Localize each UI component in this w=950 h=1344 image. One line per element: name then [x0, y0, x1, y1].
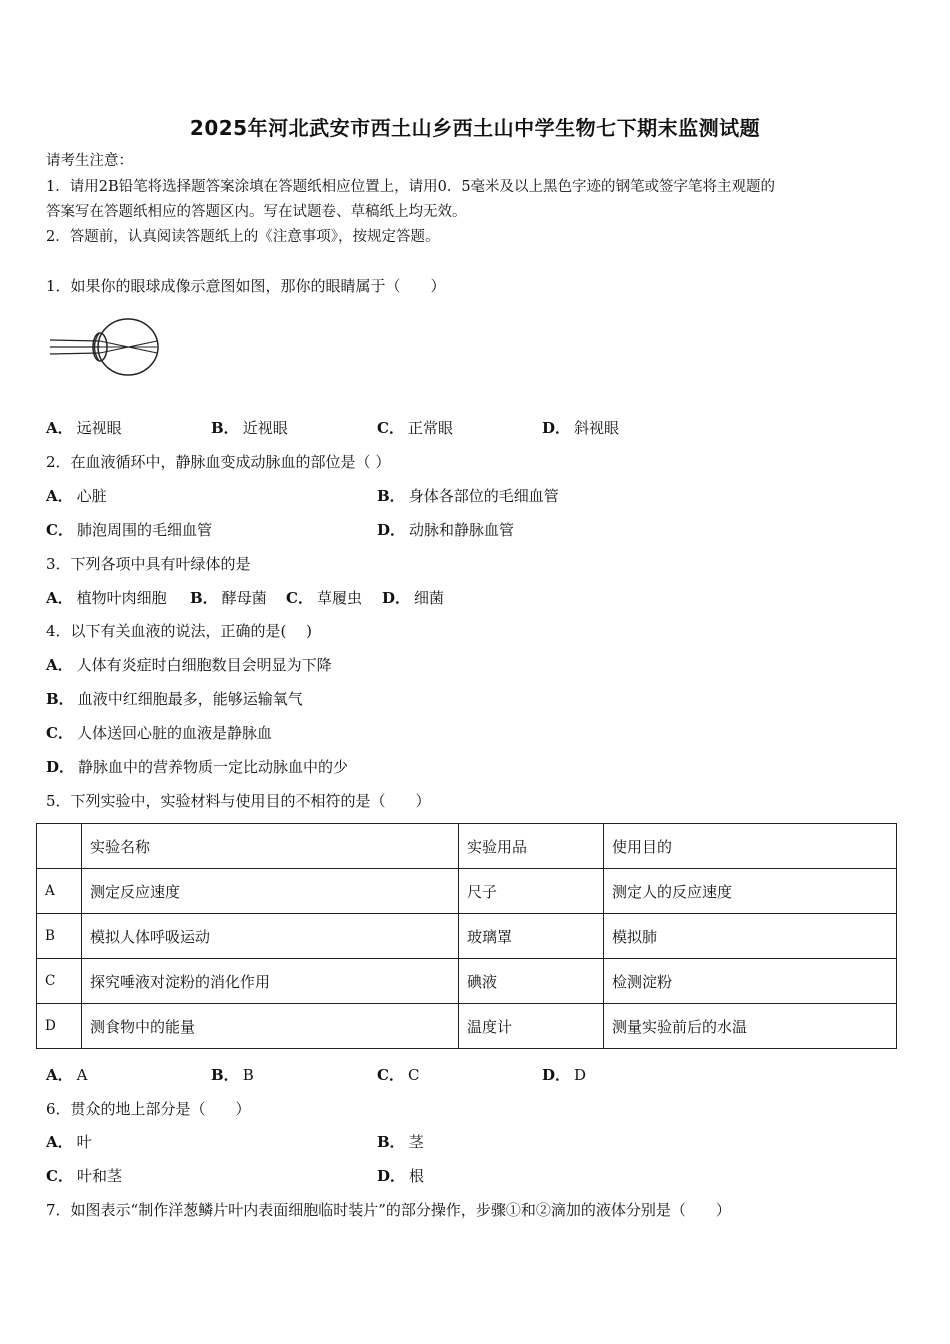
- q5-option-a: A． A: [46, 1066, 88, 1084]
- notice-line-1: 1．请用2B铅笔将选择题答案涂填在答题纸相应位置上，请用0．5毫米及以上黑色字迹的钢笔或签字笔将主观题的: [46, 179, 776, 195]
- notice-heading: 请考生注意：: [46, 153, 133, 169]
- q5-table: [36, 823, 897, 1049]
- q2-option-a: A． 心脏: [46, 487, 107, 505]
- page-title: 2025年河北武安市西土山乡西土山中学生物七下期末监测试题: [189, 116, 761, 140]
- table-row: [37, 914, 897, 959]
- q2-option-c: C． 肺泡周围的毛细血管: [46, 521, 212, 539]
- q2-option-b: B． 身体各部位的毛细血管: [377, 487, 559, 505]
- table-cell: 探究唾液对淀粉的消化作用: [82, 959, 459, 1004]
- q7-stem: 7．如图表示“制作洋葱鳞片叶内表面细胞临时装片”的部分操作，步骤①和②滴加的液体分别是（ ）: [46, 1201, 731, 1219]
- table-header-row: [37, 824, 897, 869]
- q6-stem: 6．贯众的地上部分是（ ）: [46, 1100, 251, 1118]
- q5-option-c: C． C: [377, 1066, 420, 1084]
- q3-option-c: C． 草履虫: [286, 589, 362, 607]
- q6-option-d: D． 根: [377, 1167, 425, 1185]
- table-cell: 碘液: [459, 959, 604, 1004]
- table-row: [37, 869, 897, 914]
- q3-option-b: B． 酵母菌: [190, 589, 267, 607]
- table-cell: D: [37, 1004, 82, 1049]
- q6-option-b: B． 茎: [377, 1133, 424, 1151]
- table-cell: 玻璃罩: [459, 914, 604, 959]
- q5-stem: 5．下列实验中，实验材料与使用目的不相符的是（ ）: [46, 792, 431, 810]
- table-cell: 测量实验前后的水温: [604, 1004, 897, 1049]
- q2-stem: 2．在血液循环中，静脉血变成动脉血的部位是（ ）: [46, 453, 391, 471]
- q3-stem: 3．下列各项中具有叶绿体的是: [46, 555, 251, 573]
- table-cell: 模拟人体呼吸运动: [82, 914, 459, 959]
- q3-option-d: D． 细菌: [382, 589, 445, 607]
- table-cell: 检测淀粉: [604, 959, 897, 1004]
- q3-option-a: A． 植物叶肉细胞: [46, 589, 167, 607]
- q2-option-d: D． 动脉和静脉血管: [377, 521, 515, 539]
- table-row: [37, 1004, 897, 1049]
- q1-stem: 1．如果你的眼球成像示意图如图，那你的眼睛属于（ ）: [46, 277, 446, 295]
- q1-option-c: C． 正常眼: [377, 419, 453, 437]
- notice-line-2: 2．答题前，认真阅读答题纸上的《注意事项》，按规定答题。: [46, 229, 440, 245]
- table-cell: 模拟肺: [604, 914, 897, 959]
- q6-option-c: C． 叶和茎: [46, 1167, 122, 1185]
- table-cell: 测定人的反应速度: [604, 869, 897, 914]
- table-cell: 测食物中的能量: [82, 1004, 459, 1049]
- q4-option-b: B． 血液中红细胞最多，能够运输氧气: [46, 690, 303, 708]
- q1-option-a: A． 远视眼: [46, 419, 122, 437]
- q4-option-c: C． 人体送回心脏的血液是静脉血: [46, 724, 272, 742]
- table-cell: C: [37, 959, 82, 1004]
- notice-line-1b: 答案写在答题纸相应的答题区内。写在试题卷、草稿纸上均无效。: [46, 204, 467, 220]
- table-cell: B: [37, 914, 82, 959]
- q1-option-d: D． 斜视眼: [542, 419, 620, 437]
- q5-option-b: B． B: [211, 1066, 254, 1084]
- q5-option-d: D． D: [542, 1066, 587, 1084]
- table-cell: 测定反应速度: [82, 869, 459, 914]
- q4-option-a: A． 人体有炎症时白细胞数目会明显为下降: [46, 656, 332, 674]
- table-cell: 温度计: [459, 1004, 604, 1049]
- q4-option-d: D． 静脉血中的营养物质一定比动脉血中的少: [46, 758, 349, 776]
- q1-option-b: B． 近视眼: [211, 419, 288, 437]
- table-cell: A: [37, 869, 82, 914]
- q6-option-a: A． 叶: [46, 1133, 92, 1151]
- table-header-cell: [37, 824, 82, 869]
- table-header-cell: 实验用品: [459, 824, 604, 869]
- table-header-cell: 实验名称: [82, 824, 459, 869]
- eyeball-diagram: [44, 316, 164, 376]
- q4-stem: 4．以下有关血液的说法，正确的是( ): [46, 622, 313, 640]
- table-header-cell: 使用目的: [604, 824, 897, 869]
- table-cell: 尺子: [459, 869, 604, 914]
- table-row: [37, 959, 897, 1004]
